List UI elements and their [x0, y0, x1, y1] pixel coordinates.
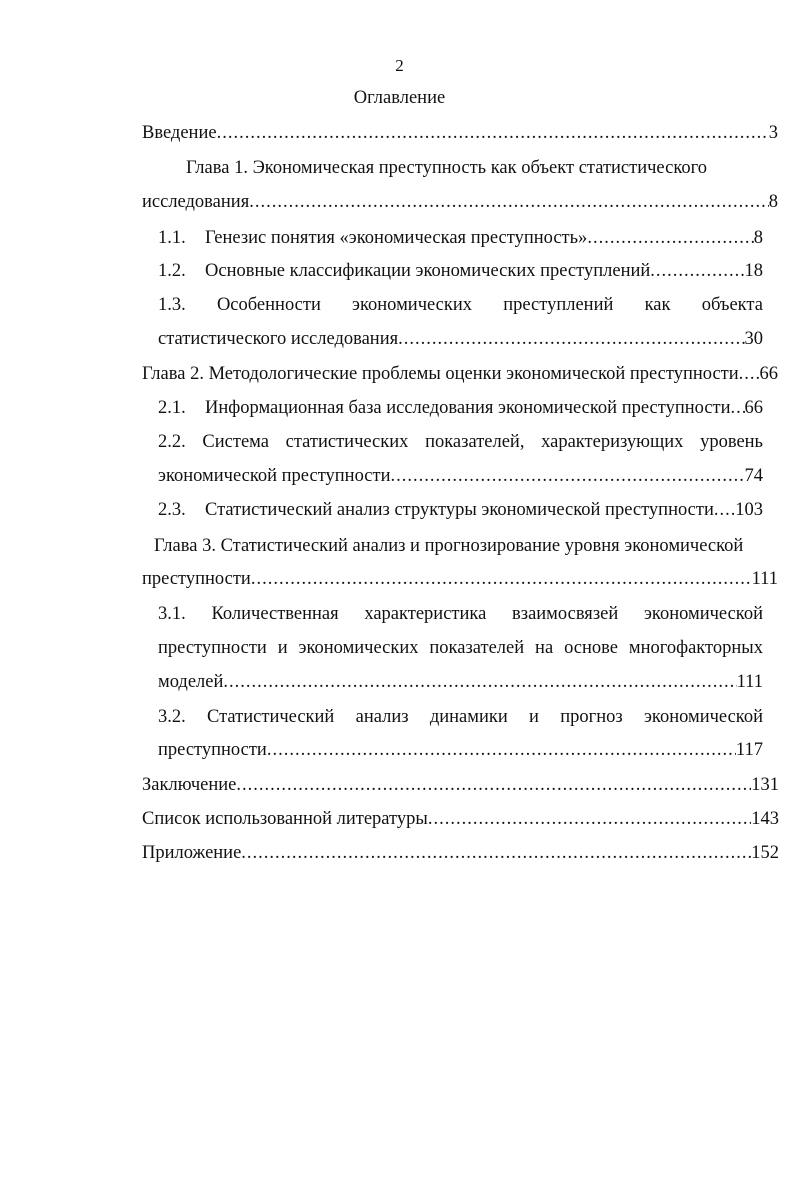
toc-entry-text	[158, 258, 650, 284]
toc-page-number: 117	[735, 740, 763, 760]
section-word: прогноз	[560, 707, 623, 727]
section-word: показателей	[429, 638, 525, 658]
toc-entry-text: Список использованной литературы	[142, 809, 428, 829]
toc-page-number: 111	[751, 569, 778, 589]
page-number: 2	[395, 56, 404, 75]
section-word: статистических	[285, 432, 409, 452]
section-number: 1.1.	[158, 228, 186, 248]
toc-page-number: 103	[735, 500, 763, 520]
section-title: Статистический анализ структуры экономической преступности	[205, 500, 714, 520]
toc-section-2-1[interactable]	[158, 395, 763, 421]
toc-section-3-2-line1[interactable]	[158, 704, 763, 730]
section-number: 1.2.	[158, 261, 186, 281]
section-word: показателей,	[425, 432, 525, 452]
leader-dots	[241, 840, 751, 866]
toc-title: Оглавление	[353, 88, 446, 108]
toc-entry-text: Глава 3. Статистический анализ и прогнозирование уровня экономической	[154, 536, 744, 556]
section-word: анализ	[355, 707, 409, 727]
toc-page-number: 30	[744, 329, 763, 349]
leader-dots	[267, 737, 736, 763]
leader-dots	[236, 772, 751, 798]
section-word: основе	[564, 638, 618, 658]
toc-chapter-3-line2[interactable]	[142, 566, 778, 592]
section-number: 3.1.	[158, 604, 186, 624]
toc-section-2-2-line1[interactable]	[158, 429, 763, 455]
leader-dots	[398, 326, 744, 352]
toc-entry-text: Заключение	[142, 775, 237, 795]
section-title: Информационная база исследования экономической преступности	[205, 398, 731, 418]
section-title: Основные классификации экономических преступлений	[205, 261, 651, 281]
leader-dots	[251, 566, 752, 592]
toc-chapter-1-line1[interactable]	[186, 155, 707, 181]
section-word: преступлений	[503, 295, 614, 315]
toc-entry-intro[interactable]	[142, 120, 778, 146]
section-word: взаимосвязей	[512, 604, 619, 624]
toc-entry-text: исследования	[142, 192, 250, 212]
section-word: экономических	[352, 295, 473, 315]
leader-dots	[587, 225, 753, 251]
toc-section-3-1-line2[interactable]	[158, 635, 763, 661]
leader-dots	[739, 361, 760, 387]
section-word: экономической	[643, 604, 763, 624]
toc-section-1-3-line2[interactable]	[158, 326, 763, 352]
toc-page-number: 74	[744, 466, 763, 486]
toc-entry-text: Приложение	[142, 843, 242, 863]
leader-dots	[223, 669, 736, 695]
section-word: экономических	[298, 638, 419, 658]
leader-dots	[391, 463, 745, 489]
leader-dots	[714, 497, 735, 523]
section-number: 3.2.	[158, 707, 186, 727]
toc-section-3-2-line2[interactable]	[158, 737, 763, 763]
section-word: на	[535, 638, 554, 658]
toc-entry-text: моделей	[158, 672, 224, 692]
section-word: Количественная	[211, 604, 339, 624]
section-word: Особенности	[216, 295, 321, 315]
toc-entry-text: экономической преступности	[158, 466, 391, 486]
section-word: как	[644, 295, 671, 315]
toc-entry-text	[158, 225, 587, 251]
toc-page-number: 111	[736, 672, 763, 692]
leader-dots	[217, 120, 769, 146]
toc-chapter-1-line2[interactable]	[142, 189, 778, 215]
section-word: и	[529, 707, 539, 727]
section-word: характеристика	[364, 604, 487, 624]
toc-page-number: 152	[751, 843, 779, 863]
section-word: и	[277, 638, 288, 658]
toc-page-number: 131	[751, 775, 779, 795]
toc-entry-appendix[interactable]	[142, 840, 779, 866]
section-number: 2.2.	[158, 432, 186, 452]
toc-entry-text: Глава 1. Экономическая преступность как объект статистического	[186, 158, 707, 178]
section-word: преступности	[158, 638, 267, 658]
section-word: Система	[202, 432, 269, 452]
section-word: многофакторных	[628, 638, 763, 658]
toc-page-number: 8	[768, 192, 778, 212]
toc-chapter-2[interactable]	[142, 361, 778, 387]
toc-section-3-1-line3[interactable]	[158, 669, 763, 695]
toc-entry-text	[158, 497, 714, 523]
toc-entry-text: преступности	[158, 740, 267, 760]
toc-section-2-2-line2[interactable]	[158, 463, 763, 489]
section-number: 2.1.	[158, 398, 186, 418]
toc-section-1-2[interactable]	[158, 258, 763, 284]
toc-entry-conclusion[interactable]	[142, 772, 779, 798]
toc-entry-text: Введение	[142, 123, 217, 143]
toc-page-number: 66	[759, 364, 778, 384]
leader-dots	[650, 258, 744, 284]
section-word: экономической	[643, 707, 763, 727]
toc-section-1-3-line1[interactable]	[158, 292, 763, 318]
leader-dots	[249, 189, 769, 215]
toc-entry-references[interactable]	[142, 806, 779, 832]
toc-page-number: 8	[753, 228, 763, 248]
toc-page-number: 3	[768, 123, 778, 143]
toc-entry-text	[158, 395, 731, 421]
section-number: 1.3.	[158, 295, 186, 315]
section-word: объекта	[701, 295, 763, 315]
toc-section-2-3[interactable]	[158, 497, 763, 523]
toc-entry-text: преступности	[142, 569, 251, 589]
toc-section-1-1[interactable]	[158, 225, 763, 251]
toc-entry-text: статистического исследования	[158, 329, 399, 349]
leader-dots	[731, 395, 745, 421]
toc-entry-text: Глава 2. Методологические проблемы оценки экономической преступности	[142, 364, 739, 384]
toc-page-number: 143	[751, 809, 779, 829]
toc-page-number: 18	[744, 261, 763, 281]
section-word: Статистический	[207, 707, 335, 727]
section-word: характеризующих	[541, 432, 684, 452]
leader-dots	[428, 806, 751, 832]
toc-section-3-1-line1[interactable]	[158, 601, 763, 627]
section-number: 2.3.	[158, 500, 186, 520]
section-word: динамики	[429, 707, 508, 727]
toc-page-number: 66	[744, 398, 763, 418]
section-title: Генезис понятия «экономическая преступность»	[205, 228, 588, 248]
section-word: уровень	[700, 432, 763, 452]
toc-chapter-3-line1[interactable]	[154, 533, 743, 559]
